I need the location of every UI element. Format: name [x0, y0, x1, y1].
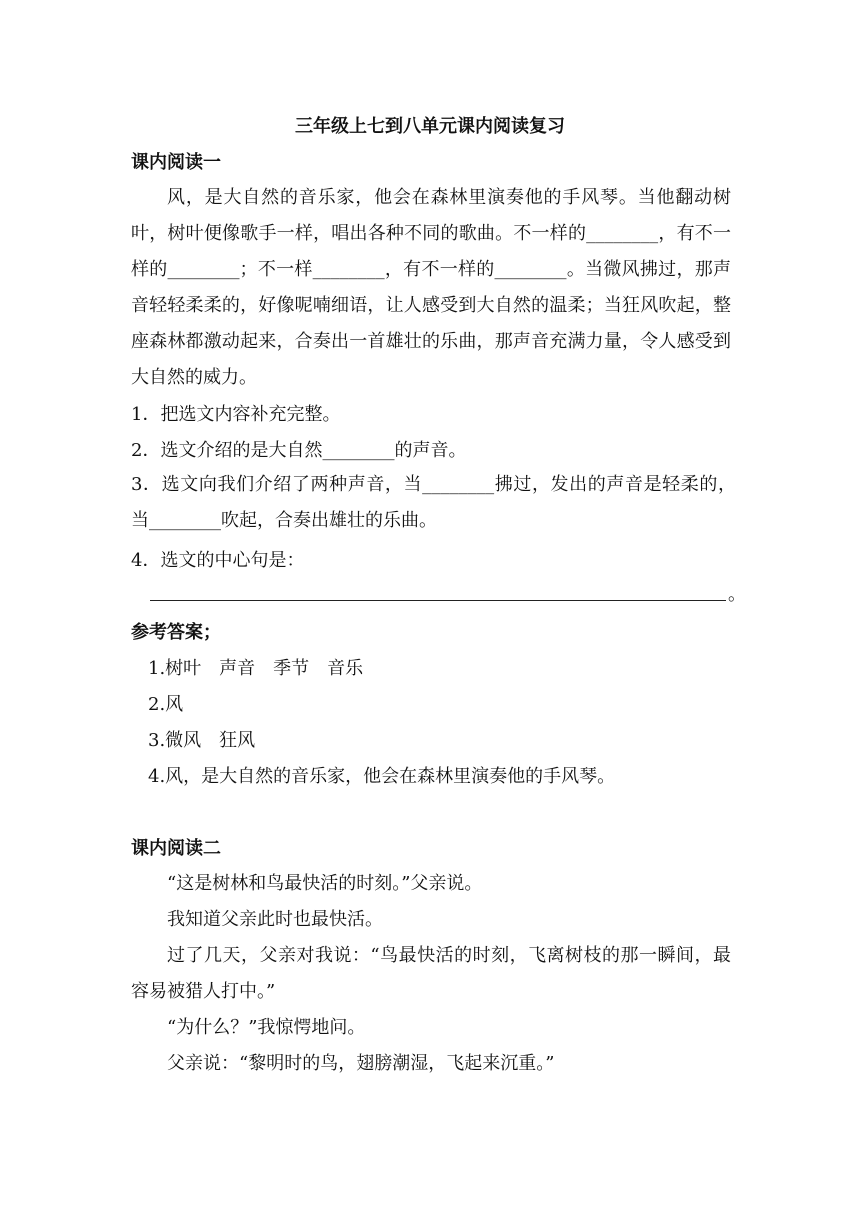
question-1: 1．把选文内容补充完整。 — [131, 404, 341, 425]
question-3 — [131, 467, 736, 539]
passage-1-text: 风，是大自然的音乐家，他会在森林里演奏他的手风琴。当他翻动树叶，树叶便像歌手一样，唱出各种不同的歌曲。不一样的________，有不一样的________；不一样________，有不一样的________。当微风拂过，那声音轻轻柔柔的，好像呢喃细语，让人感受到大自然的温柔；当狂风吹起，整座森林都激动起来，合奏出一首雄壮的乐曲，那声音充满力量，令人感受到大自然的威力。 — [131, 187, 731, 388]
passage-2-paragraph: 过了几天，父亲对我说：“鸟最快活的时刻，飞离树枝的那一瞬间，最容易被猎人打中。” — [131, 945, 731, 1002]
passage-2-paragraph: “这是树林和鸟最快活的时刻。”父亲说。 — [167, 873, 483, 894]
answer-3: 3.微风 狂风 — [148, 730, 256, 751]
passage-2-paragraph: “为什么？”我惊愕地问。 — [167, 1017, 366, 1038]
passage-1 — [131, 180, 731, 396]
question-4: 4．选文的中心句是： — [131, 550, 305, 571]
answer-4: 4.风，是大自然的音乐家，他会在森林里演奏他的手风琴。 — [148, 766, 616, 787]
passage-2 — [131, 866, 731, 1082]
answer-1: 1.树叶 声音 季节 音乐 — [148, 658, 364, 679]
question-2: 2．选文介绍的是大自然________的声音。 — [131, 440, 467, 461]
question-3-text: 3．选文向我们介绍了两种声音，当________拂过，发出的声音是轻柔的，当________吹起，合奏出雄壮的乐曲。 — [131, 474, 736, 531]
section-heading-2: 课内阅读二 — [131, 838, 221, 859]
passage-2-paragraph: 我知道父亲此时也最快活。 — [167, 909, 383, 930]
passage-2-paragraph: 父亲说：“黎明时的鸟，翅膀潮湿，飞起来沉重。” — [167, 1053, 555, 1074]
question-4-end: 。 — [728, 584, 746, 605]
answer-2: 2.风 — [148, 694, 184, 715]
answer-blank-line — [150, 600, 726, 601]
answers-heading: 参考答案； — [131, 622, 221, 643]
section-heading-1: 课内阅读一 — [131, 152, 221, 173]
page-title: 三年级上七到八单元课内阅读复习 — [295, 116, 565, 137]
